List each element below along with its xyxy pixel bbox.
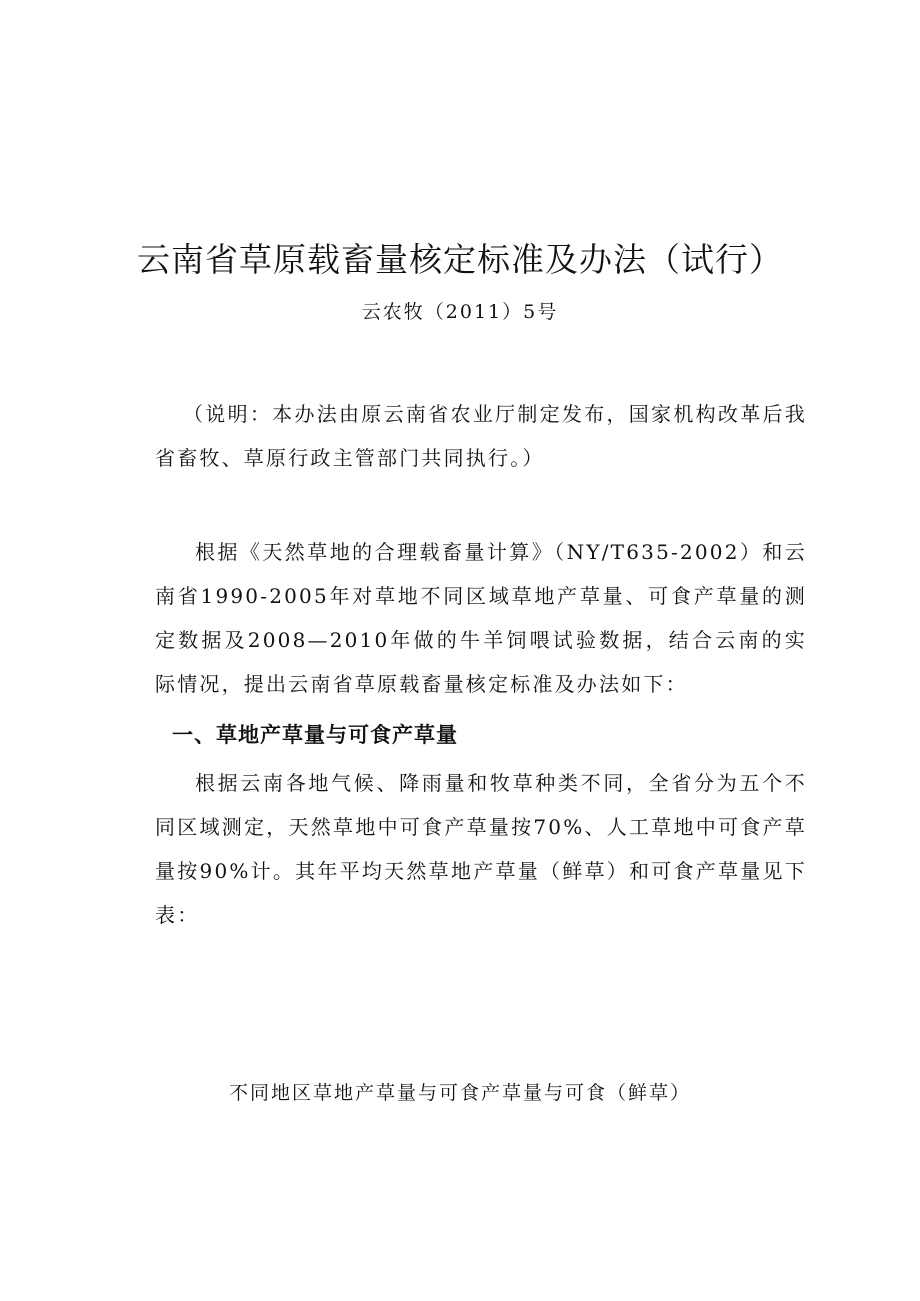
section-heading-1: 一、草地产草量与可食产草量 xyxy=(172,723,458,747)
section-1-paragraph: 根据云南各地气候、降雨量和牧草种类不同，全省分为五个不同区域测定，天然草地中可食产草量按70%、人工草地中可食产草量按90%计。其年平均天然草地产草量（鲜草）和可食产草量见下表： xyxy=(155,771,807,927)
document-number: 云农牧（2011）5号 xyxy=(361,301,559,323)
document-title: 云南省草原载畜量核定标准及办法（试行） xyxy=(137,240,783,279)
table-caption: 不同地区草地产草量与可食产草量与可食（鲜草） xyxy=(228,1082,691,1104)
explanatory-note: （说明：本办法由原云南省农业厅制定发布，国家机构改革后我省畜牧、草原行政主管部门共同执行。） xyxy=(155,402,807,470)
intro-paragraph: 根据《天然草地的合理载畜量计算》（NY/T635-2002）和云南省1990-2005年对草地不同区域草地产草量、可食产草量的测定数据及2008—2010年做的牛羊饲喂试验数据，结合云南的实际情况，提出云南省草原载畜量核定标准及办法如下： xyxy=(155,540,807,696)
